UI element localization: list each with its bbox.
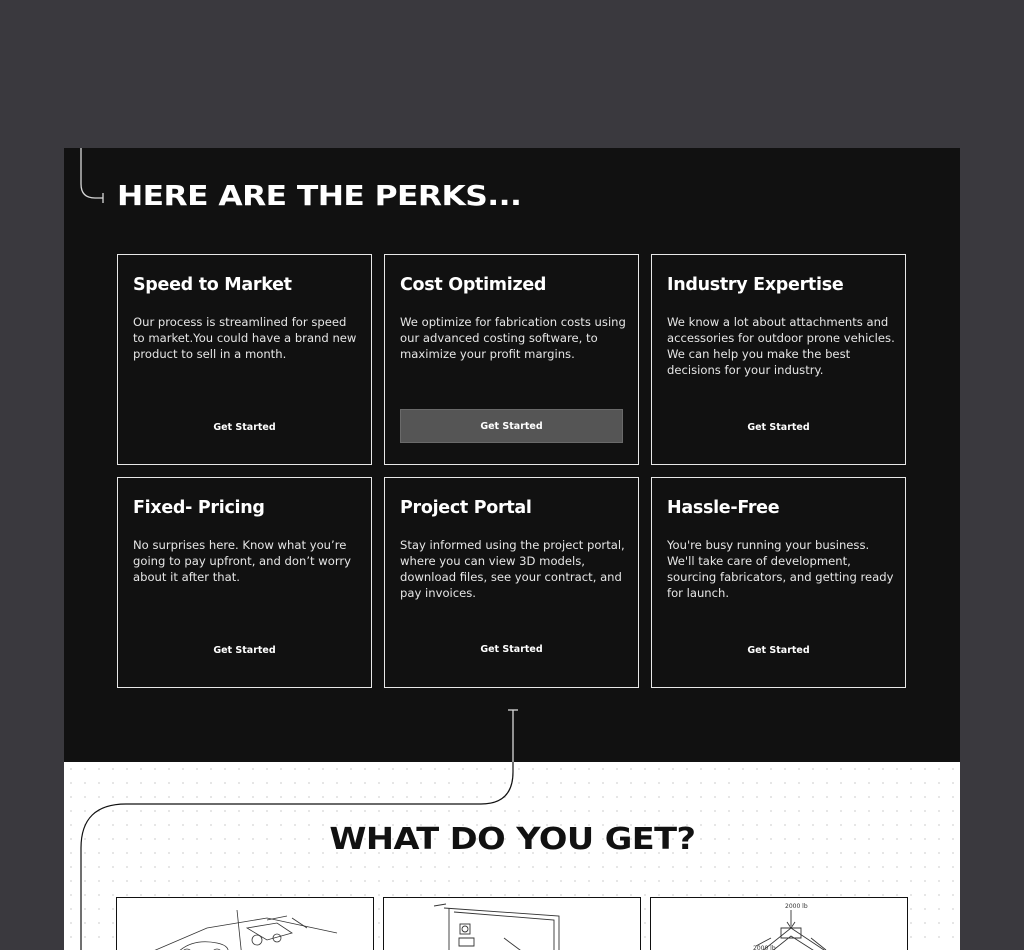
get-started-button[interactable]: Get Started bbox=[213, 644, 276, 656]
perk-card-description: You're busy running your business. We'll take care of development, sourcing fabricators, and getting ready for launch. bbox=[667, 538, 894, 600]
perk-card-title: Industry Expertise bbox=[667, 275, 844, 295]
perk-card-industry-expertise bbox=[651, 254, 906, 465]
perk-card-title: Fixed- Pricing bbox=[133, 498, 265, 518]
sketch-image-truss bbox=[650, 897, 908, 950]
perk-card-description: Stay informed using the project portal, where you can view 3D models, download files, see your contract, and pay invoices. bbox=[400, 538, 625, 600]
get-started-button[interactable]: Get Started bbox=[400, 409, 623, 443]
frame-sketch bbox=[384, 898, 641, 950]
perk-card-hassle-free bbox=[651, 477, 906, 688]
perk-card-description: We optimize for fabrication costs using our advanced costing software, to maximize your profit margins. bbox=[400, 315, 626, 361]
perk-card-speed-to-market bbox=[117, 254, 372, 465]
get-started-button[interactable]: Get Started bbox=[480, 643, 543, 655]
truss-sketch bbox=[651, 898, 908, 950]
perks-title: HERE ARE THE PERKS... bbox=[117, 179, 522, 212]
vehicle-sketch bbox=[117, 898, 374, 950]
load-label-side: 2000 lb bbox=[753, 945, 776, 950]
perk-card-title: Hassle-Free bbox=[667, 498, 780, 518]
get-started-button[interactable]: Get Started bbox=[213, 421, 276, 433]
what-do-you-get-title-text: WHAT DO YOU GET? bbox=[328, 822, 695, 857]
perk-card-description: No surprises here. Know what you’re going to pay upfront, and don’t worry about it after that. bbox=[133, 538, 352, 584]
get-started-button[interactable]: Get Started bbox=[747, 644, 810, 656]
perk-card-cost-optimized bbox=[384, 254, 639, 465]
perk-card-description: We know a lot about attachments and accessories for outdoor prone vehicles. We can help you make the best decisions for your industry. bbox=[667, 315, 895, 377]
perk-card-fixed-pricing bbox=[117, 477, 372, 688]
page bbox=[64, 148, 960, 950]
sketch-image-vehicles bbox=[116, 897, 374, 950]
perk-card-description: Our process is streamlined for speed to market.You could have a brand new product to sell in a month. bbox=[133, 315, 357, 361]
get-started-button[interactable]: Get Started bbox=[747, 421, 810, 433]
load-label-top: 2000 lb bbox=[785, 903, 808, 910]
sketch-image-frame bbox=[383, 897, 641, 950]
what-do-you-get-title bbox=[64, 822, 960, 857]
perk-card-project-portal bbox=[384, 477, 639, 688]
perk-card-title: Cost Optimized bbox=[400, 275, 547, 295]
perk-card-title: Speed to Market bbox=[133, 275, 292, 295]
perk-card-title: Project Portal bbox=[400, 498, 532, 518]
